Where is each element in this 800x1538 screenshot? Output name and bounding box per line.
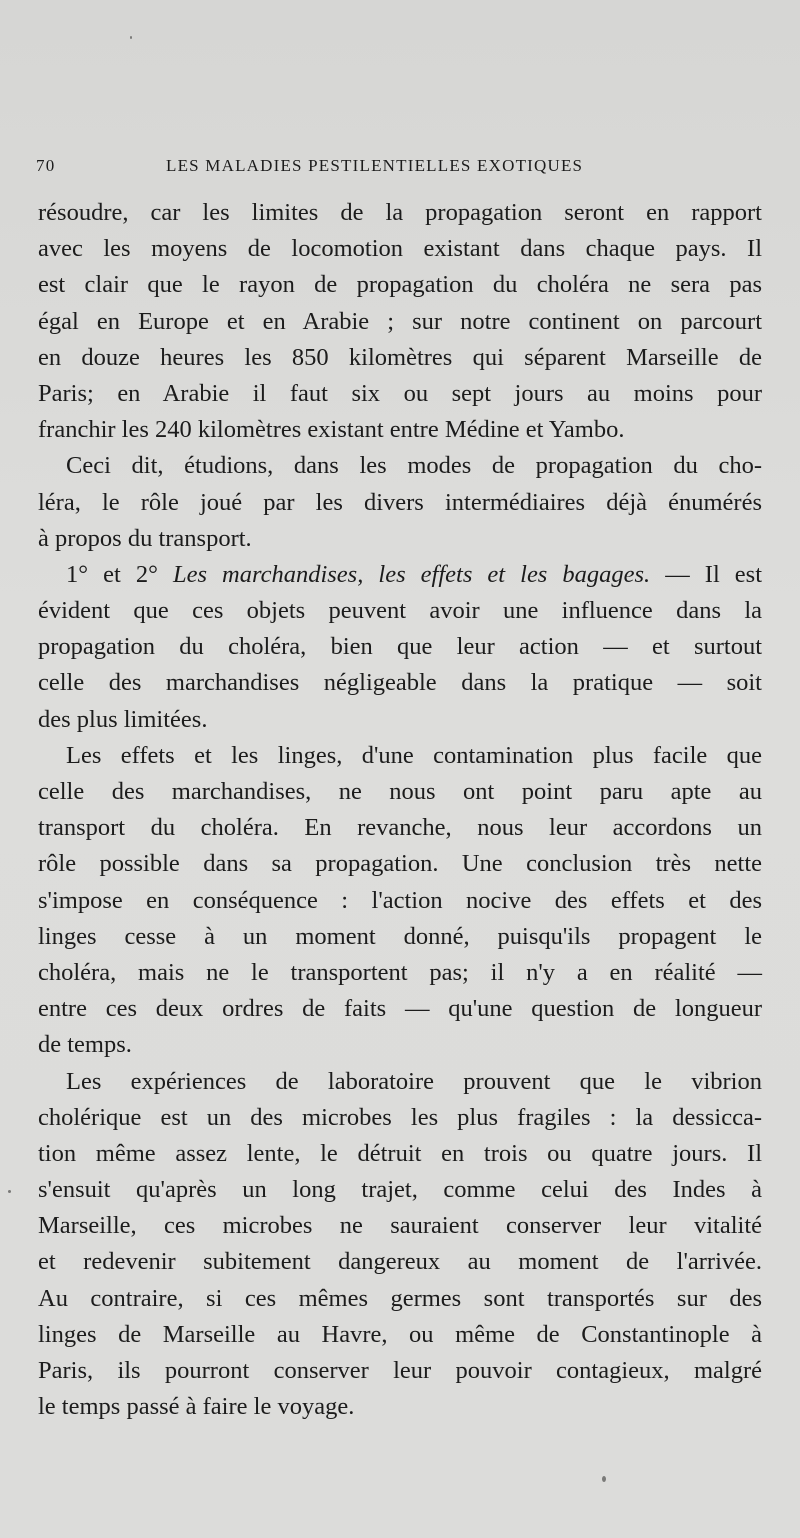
text-line: s'impose en conséquence : l'action nocive des effets et des	[38, 886, 762, 914]
text-line: évident que ces objets peuvent avoir une influence dans la	[38, 597, 762, 625]
text-line: s'ensuit qu'après un long trajet, comme celui des Indes à	[38, 1176, 762, 1204]
text-line: égal en Europe et en Arabie ; sur notre continent on parcourt	[38, 307, 762, 335]
paper-speck	[130, 36, 132, 39]
running-head	[36, 156, 736, 186]
text-line: Les effets et les linges, d'une contamination plus facile que	[66, 741, 762, 769]
text-line: celle des marchandises négligeable dans la pratique — soit	[38, 669, 762, 697]
text-line: est clair que le rayon de propagation du choléra ne sera pas	[38, 271, 762, 299]
text-line: et redevenir subitement dangereux au moment de l'arrivée.	[38, 1248, 762, 1276]
text-line: propagation du choléra, bien que leur action — et surtout	[38, 633, 762, 661]
text-line: Marseille, ces microbes ne sauraient conserver leur vitalité	[38, 1212, 762, 1240]
text-line: avec les moyens de locomotion existant dans chaque pays. Il	[38, 235, 762, 263]
text-line: le temps passé à faire le voyage.	[38, 1393, 355, 1421]
text-line: celle des marchandises, ne nous ont point paru apte au	[38, 778, 762, 805]
text-line: des plus limitées.	[38, 705, 208, 733]
section-number: 1° et 2°	[66, 560, 158, 588]
text-line: de temps.	[38, 1031, 132, 1059]
running-title: LES MALADIES PESTILENTIELLES EXOTIQUES	[166, 156, 584, 175]
text-line: Paris; en Arabie il faut six ou sept jours au moins pour	[38, 379, 762, 407]
text-line: choléra, mais ne le transportent pas; il n'y a en réalité —	[38, 958, 762, 986]
text-line: tion même assez lente, le détruit en trois ou quatre jours. Il	[38, 1139, 762, 1167]
body-text	[38, 195, 762, 1425]
text-line: en douze heures les 850 kilomètres qui séparent Marseille de	[38, 343, 762, 371]
text-line: résoudre, car les limites de la propagation seront en rapport	[38, 199, 762, 226]
section-line	[38, 557, 762, 593]
page-number: 70	[36, 156, 56, 175]
text-line: transport du choléra. En revanche, nous leur accordons un	[38, 814, 762, 842]
text-line: léra, le rôle joué par les divers intermédiaires déjà énumérés	[38, 488, 762, 516]
text-line: linges cesse à un moment donné, puisqu'ils propagent le	[38, 922, 762, 950]
section-rest: — Il est	[665, 560, 763, 588]
paper-speck	[602, 1476, 606, 1482]
text-line: franchir les 240 kilomètres existant entre Médine et Yambo.	[38, 416, 625, 444]
text-line: entre ces deux ordres de faits — qu'une question de longueur	[38, 995, 762, 1023]
text-line: Les expériences de laboratoire prouvent que le vibrion	[66, 1067, 762, 1095]
text-line: Ceci dit, étudions, dans les modes de propagation du cho-	[66, 452, 762, 480]
text-line: cholérique est un des microbes les plus fragiles : la dessicca-	[38, 1103, 762, 1131]
text-line: à propos du transport.	[38, 524, 252, 552]
section-title: Les marchandises, les effets et les bagages.	[172, 560, 651, 588]
paper-speck	[8, 1190, 11, 1193]
text-line: linges de Marseille au Havre, ou même de Constantinople à	[38, 1320, 762, 1348]
text-line: Au contraire, si ces mêmes germes sont transportés sur des	[38, 1284, 762, 1312]
text-line: Paris, ils pourront conserver leur pouvoir contagieux, malgré	[38, 1357, 762, 1384]
text-line: rôle possible dans sa propagation. Une conclusion très nette	[38, 850, 762, 878]
